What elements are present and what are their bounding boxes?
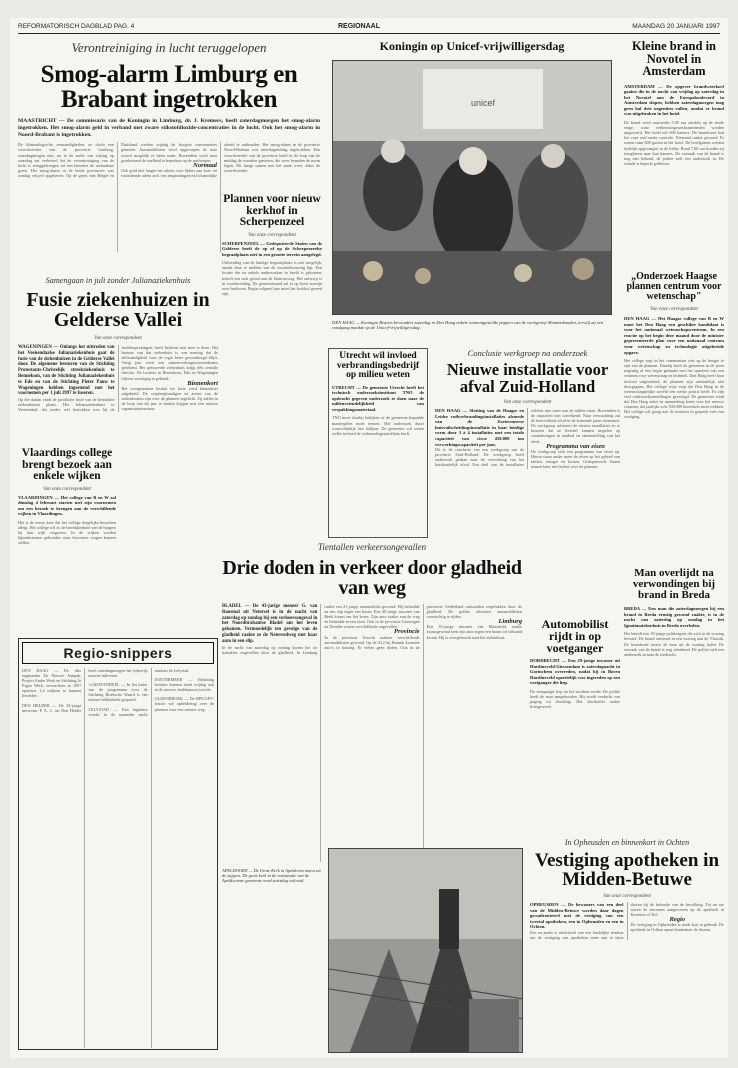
newspaper-page [10, 18, 728, 1058]
lead-vestiging: OPHEUSDEN — De bewoners van een deel van de Midden-Betuwe worden daar dagen geconfronteerd met de vestiging van een tweetal apotheken, een in Opheusden en een in Ochten. [530, 902, 624, 930]
body-fusie-text: Op die datum vindt de juridische fusie van de betrokken ziekenhuizen plaats. Het Julianaziekenhuis in Veenendaal, dat eerder wel betrokken was bij de fusiebesprekingen, heeft besloten niet mee te doen. Het bestuur van dat ziekenhuis is van mening dat de zelfstandigheid voor de regio beter gewaarborgd blijft. Vorig jaar werd een samenwerkingsovereenkomst getekend. Het gefuseerde ziekenhuis krijgt één centrale directie. De locaties in Bennekom, Ede en Wageningen blijven voorlopig in gebruik. Binnenkort Het voorgenomen besluit tot fusie werd binnenkort uitgebreid. De verpleegkundigen en artsen van de ziekenhuizen zijn over de plannen ingelicht. Zij zullen in de loop van dit jaar te maken krijgen met een nieuwe organisatiestructuur. [18, 345, 218, 413]
body-breda: Het betreft een 18-jarige politieagent die zich in de woning bevond. De brand ontstond in een woning aan de Vlaszak. De brandweer moest de man uit de woning halen. De oorzaak van de brand is nog onbekend. De politie stelt een onderzoek in naar de toedracht. [624, 631, 724, 657]
body-kerkhof: Uitbreiding van de huidige begraafplaats is niet mogelijk, omdat deze te midden van de woonbebouwing ligt. Een locatie die na enkele onderzoeken in beeld is gekomen, betreft een stuk grond aan de Stationsweg. Het ontwerp is in voorbereiding. De gemeenteraad zal er op korte termijn over beslissen. Begin volgend jaar moet het kerkhof gereed zijn. [222, 260, 322, 296]
subhead-provincie: Provincie [394, 628, 420, 636]
photo-unicef [332, 60, 612, 315]
headline-smog: Smog-alarm Limburg en Brabant ingetrokken [40, 61, 298, 113]
byline-vestiging: Van onze correspondent [603, 894, 651, 899]
headline-vestiging: Vestiging apotheken in Midden-Betuwe [534, 850, 720, 890]
byline-vlaardings: Van onze correspondent [43, 486, 91, 492]
snippers-title: Regio-snippers [63, 645, 173, 661]
body-verkeer-text: In de nacht van zaterdag op zondag kwam het tot tientallen ongevallen door de gladheid. In Limburg raakte een 21-jarige automobilist gewond. Hij belandde na een slip tegen een boom. Een 48-jarige inwoner van Beek kwam om het leven. Zijn auto raakte van de weg en belandde in een sloot. Ook in de provincie Groningen en Drenthe waren verschillende ongevallen. Provincie In de provincie Utrecht raakten verschillende automobilisten gewond. Op de A12 bij Bunnik kwamen auto's in botsing. Er vielen geen doden. Ook in de provincie Gelderland ontstonden ongelukken door de gladheid. De politie adviseert automobilisten voorzichtig te rijden. Limburg Een 33-jarige inwoner van Maastricht raakte zwaargewond toen zijn auto tegen een boom tot stilstand kwam. Hij is overgebracht naar het ziekenhuis. [222, 604, 522, 655]
snipper-item: ZOETERMEER — Belasting betalers kunnen sinds vrijdag ook in de nieuwe stadskantoor terecht. [154, 677, 214, 693]
byline-kerkhof: Van onze correspondent [248, 232, 296, 238]
headline-unicef: Koningin op Unicef-vrijwilligersdag [379, 40, 565, 53]
article-unicef [328, 40, 616, 345]
article-automobilist [530, 618, 620, 828]
headline-afval: Nieuwe installatie voor afval Zuid-Holland [446, 360, 609, 396]
subhead-normaal: Normaal [193, 161, 217, 169]
article-kerkhof [222, 194, 322, 384]
headline-verkeer: Drie doden in verkeer door gladheid van weg [222, 557, 522, 599]
headline-haagse: „Onderzoek Haagse plannen centrum voor wetenschap" [626, 272, 722, 302]
header-center: REGIONAAL [338, 23, 380, 30]
article-verkeer [222, 542, 522, 862]
header-left: REFORMATORISCH DAGBLAD PAG. 4 [18, 23, 135, 30]
headline-breda: Man overlijdt na verwondingen bij brand in Breda [632, 568, 716, 601]
lead-vlaardings: VLAARDINGEN — Het college van B en W zal dinsdag 4 februari starten met zijn voornemen om een bezoek te brengen aan de verschillende wijken in Vlaardingen. [18, 494, 116, 517]
snippers-title-box [22, 642, 214, 664]
subhead-limburg: Limburg [498, 618, 522, 626]
header-right: MAANDAG 20 JANUARI 1997 [632, 23, 720, 30]
subhead-binnenkort: Binnenkort [187, 379, 218, 387]
body-vestiging-text: Een en ander is uitvloeisel van een landelijke tendens om de vestiging van apotheken meer aan te laten sluiten bij de behoefte van de bevolking. Tot nu toe waren de inwoners aangewezen op de apotheek in Kesteren of Tiel. Regio De vestiging in Opheusden is sinds kort in gebruik. De apotheek in Ochten opent binnenkort de deuren. [530, 902, 724, 941]
lead-fusie: WAGENINGEN — Onlangs het uittreden van het Veenendaalse Julianaziekenhuis gaat de fusie van de ziekenhuizen in de Gelderse Vallei door. De algemene besturen van de Stichting Protestants-Christelijk streekziekenhuis te Bennekom, van de Stichting Julianaziekenhuis te Ede en van de Stichting Pieter Pauw te Wageningen hebben ingestemd met het voornemen per 1 juli 1997 te fuseren. [18, 345, 115, 397]
snippers-list [22, 668, 214, 1048]
body-milieu: TNO moet daarbij bekijken of de gemeente bepaalde maatregelen moet nemen. Het onderzoek duurt waarschijnlijk een halfjaar. De gemeente wil weten welke invloed de verbrandingsinstallatie heeft. [332, 415, 424, 436]
body-automobilist: De voetganger liep na het incident verder. De politie heeft de man aangehouden. Hij wordt verdacht van poging tot doodslag. Het slachtoffer raakte lichtgewond. [530, 688, 620, 710]
lead-novotel: AMSTERDAM — De opgever brandweerkorf gaaien die in de nacht van vrijdag op zaterdag in het Novotel aan de Europaboulevard in Amsterdam slopen, hebben zaterdagmorgen toag geen hal drie negentien vullen, omdat er brand was uitgebroken in het hotel. [624, 83, 724, 117]
article-vlaardings [18, 448, 116, 633]
snipper-item: DEN HELDER — De 29-jarige mevrouw P. A. C. uit Den Helder heeft zaterdagmorgen het rijbewijs moeten inleveren. [22, 668, 148, 713]
lead-verkeer: BLADEL — De 43-jarige meneer G. van Roosmal uit Netersel is in de nacht van zaterdag op zondag bij een verkeersongeval in het Noordbrabantse Bladel om het leven gekomen. Vermoedelijk ten gevolge van de gladheid raakte ze de Netersedweg met haar auto in een slip. [222, 604, 318, 644]
headline-fusie: Fusie ziekenhuizen in Gelderse Vallei [26, 289, 210, 331]
article-milieu [328, 348, 428, 538]
kicker-verkeer: Tientallen verkeersongevallen [317, 542, 427, 552]
page-header [18, 20, 720, 34]
body-afval-text: Dit is de conclusie van een werkgroep van de provincie Zuid-Holland. De werkgroep heeft onderzoek gedaan naar de verwerking van het huishoudelijk afval. Een deel van de installaties voldoet niet meer aan de milieu-eisen. Bovendien is de capaciteit niet toereikend. Naar verwachting zal de hoeveelheid afval in de komende jaren toenemen. De werkgroep adviseert de nieuwe installaties zo te bouwen dat ze flexibel kunnen inspelen op veranderingen in aanbod en samenstelling van het afval. Programma van eisen De werkgroep stelt een programma van eisen op. Hierin staan onder meer de eisen op het gebied van milieu, energie en kosten. Gedeputeerde Staten nemen later een besluit over de plannen. [435, 408, 620, 470]
body-vestiging [530, 902, 724, 940]
kicker-smog: Verontreiniging in lucht teruggelopen [71, 40, 267, 55]
photo-block-apeldoorn [222, 868, 322, 1050]
byline-haagse: Van onze correspondent [650, 307, 698, 312]
headline-kerkhof: Plannen voor nieuw kerkhof in Scherpenzeel [223, 194, 321, 228]
subhead-regio: Regio [669, 916, 686, 924]
caption-apeldoorn: APELDOORN — De Grote Kerk in Apeldoorn moest uit de stijgers. De grote kerk in de restauratie van de Apeldoornse gemeente werd zaterdag voltooid. [222, 868, 321, 884]
lead-milieu: UTRECHT — De gemeente Utrecht heeft het technisch onderzoeksinstituut TNO de opdracht gegeven onderzoek te doen naar de milieuvriendelijkheid van verpakkingsmateriaal. [332, 384, 424, 412]
body-smog: De klimatologische omstandigheden, zo docht een woordvoerder van de provincie Limburg, zaterdagmorgen niet, nu in de nacht van vrijdag op zaterdag zat verbeterd dat de verontreiniging van de lucht is teruggedrongen tot een beneden de toelaatbare grens. Het smog-alarm in de beide provincies was zondag vrijwel opgeheven. Op de grens met België en Duitsland werden vrijdag de hoogste concentraties gemeten. Automobilisten werd opgeroepen de auto zoveel mogelijk te laten staan. Bovendien werd men geadviseerd de snelheid te beperken op de snelwegen. Normaal Ook gold niet langer het advies voor lijders aan kort- en vastzittende adem zich van inspanningen en lichamelijke arbeid te onthouden. Het smog-alarm in de provincie Noord-Brabant was zaterdagmiddag ingetrokken. Eén woordvoerder van de provincie heeft in de loop van de middag de waarden gemeten, die weer beneden de norm lagen. Dit hangt samen met het natte weer, aldus de woordvoerder. [18, 142, 320, 178]
body-haagse: Het college zegt in het commentaar niet op de hoogte te zijn van de plannen. Daarbij heeft de gemeente in de jaren negentig al een begin gemaakt met het opzetten van een centrum voor wetenschap en techniek. Den Haag heeft haar invloed uitgeoefend, de plannen zijn uiteindelijk niet doorgegaan. Het college wijst erop dat Den Haag in de wetenschappelijke wereld een sterke positie heeft. Er zijn veel onderzoeksinstellingen gevestigd. De gemeente vindt dat Den Haag zeker in aanmerking komt voor het nieuwe centrum, dat jaarlijks zo'n 500.000 bezoekers moet trekken. Het college wil graag met de minister in gesprek over een vestiging. [624, 358, 724, 420]
snipper-item: LELYSTAD — Een lugubere vondst in de maanden nacht rondom de Lelystad. [88, 668, 190, 717]
body-verkeer [222, 604, 522, 862]
caption-unicef: DEN HAAG — Koningin Beatrix bewondert zaterdag in Den Haag enkele tentoongestelde poppen van de werkgroep Mommekanden, terwijl zij een rondgang maakte op de Unicef-vrijwilligersdag. [332, 320, 604, 331]
kicker-afval: Conclusie werkgroep na onderzoek [467, 348, 588, 358]
body-fusie [18, 345, 218, 412]
article-snippers [18, 638, 218, 1050]
photo-apeldoorn [328, 848, 523, 1053]
byline-afval: Van onze correspondent [503, 400, 552, 405]
body-afval [435, 408, 620, 469]
snipper-item: OLDENBROEK — De BPF/GPV-fractie wil opheldering over de plannen voor een nieuwe weg. [154, 696, 214, 712]
lead-automobilist: DORDRECHT — Een 29-jarige inwoner uit Hardinxveld-Giessendam is zaterdagnacht in Gorinchem overreden, nadat hij in Bocen Hardinxveld opzettelijk was ingereden op een voetganger die liep. [530, 658, 620, 686]
article-vestiging [530, 838, 724, 1053]
lead-breda: BREDA — Een man die zaterdagmorgen bij een brand in Breda ernstig gewond raakte, is in de nacht van zaterdag op zondag in het Ignatiusziekenhuis in Breda overleden. [624, 606, 724, 628]
snipper-item: DEN HAAG — De drie organisatie De Nieuwe Aanpak, Project Ander Werk en Stichting Jo Eigen Werk, verwachten in 1997 opnieuw 1,4 miljoen te kunnen besteden. [22, 668, 82, 699]
lead-smog: MAASTRICHT — De commissaris van de Koningin in Limburg, dr. J. Kremers, heeft zaterdagmorgen het smog-alarm ingetrokken. Het smog-alarm geld in verband met zware stikstofdioxide-concentraties in de lucht. Ook het smog-alarm in Noord-Brabant is ingetrokken. [18, 118, 320, 138]
article-breda [624, 568, 724, 838]
headline-vlaardings: Vlaardings college brengt bezoek aan enkele wijken [21, 448, 113, 482]
lead-afval: DEN HAAG — Slotting van de Haagse en Leidse vuilverbrandingsinstallaties alsmede van de Zoetermeerse huisvuilscheidingsinstallatie in haar huidige vorm door 3 à 4 installaties met een totale capaciteit van circa 450.000 ton verwerkingscapaciteit per jaar. [435, 408, 524, 447]
body-novotel: De brand werd omstreeks 5.00 uur ontdekt op de zesde etage, waar verbouwingswerkzaamheden worden uitgevoerd. Het hotel telt 600 kamers. De brandweer had het vuur snel onder controle. Niemand raakte gewond. Er waren ruim 600 gasten in het hotel. De hotelgasten werden tijdelijk opgevangen in de lobby. Rond 7.00 uur konden zij terugkeren naar hun kamers. De oorzaak van de brand is nog niet bekend, de politie stelt een onderzoek in. De schade is beperkt gebleven. [624, 120, 724, 166]
body-vlaardings: Het is de eerste keer dat het college dergelijke bezoeken aflegt. Het college wil zo de betrokkenheid van de burgers bij hun wijk vergroten. In de wijken worden bijeenkomsten gehouden waar bewoners vragen kunnen stellen. [18, 519, 116, 546]
snipper-item: 's-GRAVENDEEL — In het kader van de programma voor de Stichting Hoeksche Waard is een nieuwe bibliotheek geopend. [88, 682, 148, 703]
article-haagse [624, 272, 724, 564]
headline-automobilist: Automobilist rijdt in op voetganger [541, 618, 609, 655]
photo-unicef-image [333, 61, 612, 315]
svg-text:unicef: unicef [470, 98, 496, 108]
subhead-programma: Programma van eisen [546, 442, 605, 450]
headline-novotel: Kleine brand in Novotel in Amsterdam [631, 40, 717, 78]
kicker-fusie: Samengaan in juli zonder Julianaziekenhuis [45, 276, 191, 285]
byline-fusie: Van onze correspondent [94, 336, 142, 341]
headline-milieu: Utrecht wil invloed verbrandingsbedrijf op milieu weten [336, 351, 420, 380]
lead-kerkhof: SCHERPENZEEL — Gedeputeerde Staten van de Gelderse heeft de op of op de Scherpenzeelse begraafplaats niet in een grootte terrein aangelegd. [222, 240, 322, 257]
photo-apeldoorn-image [329, 849, 523, 1053]
article-novotel [624, 40, 724, 268]
kicker-vestiging: In Opheusden en binnenkort in Ochten [564, 838, 690, 847]
lead-haagse: DEN HAAG — Het Haagse college van B en W moet het Den Haag een geschikte kandidaat is voor het nationaal wetenschapscentrum. In een reactie op het begin deze maand door de minister gepresenteerde plan voor een nationaal centrum voor wetenschap en technologie uitgebreide opgave. [624, 316, 724, 355]
